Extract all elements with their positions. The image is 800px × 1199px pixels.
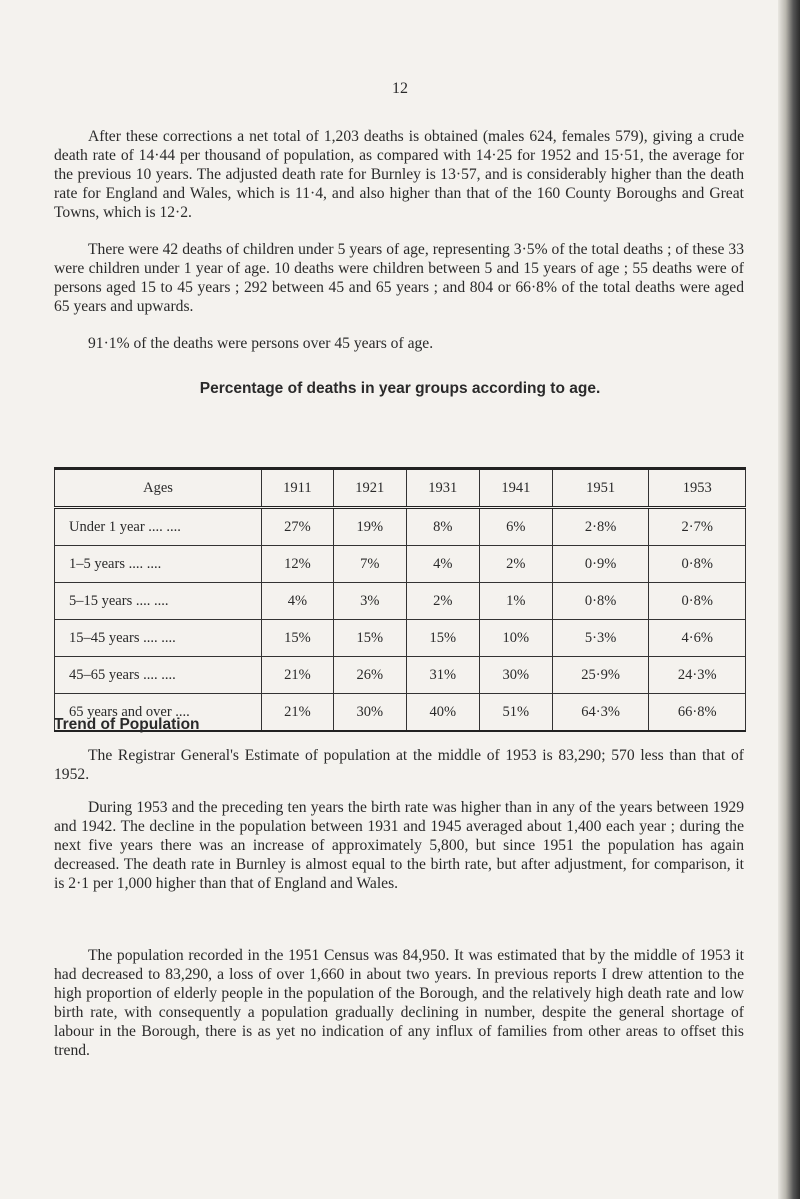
table-cell: 30% (333, 694, 406, 732)
table-cell: 2% (406, 583, 479, 620)
table-cell: 0·8% (649, 546, 746, 583)
table-cell: 12% (262, 546, 334, 583)
table-cell: 0·8% (649, 583, 746, 620)
table-cell: 1% (479, 583, 552, 620)
table-cell: 25·9% (552, 657, 649, 694)
age-group-deaths-table (54, 467, 746, 732)
table-row (55, 620, 746, 657)
table-cell: 26% (333, 657, 406, 694)
table-title: Percentage of deaths in year groups according to age. (199, 380, 601, 397)
table-cell: 0·9% (552, 546, 649, 583)
table-cell: 4% (406, 546, 479, 583)
table-cell: 19% (333, 508, 406, 546)
age-label: 45–65 years .... .... (55, 657, 262, 694)
header-1951: 1951 (552, 469, 649, 508)
paragraph-child-deaths: There were 42 deaths of children under 5 years of age, representing 3·5% of the total deaths ; of these 33 were children under 1 year of age. 10 deaths were children between 5 and 15 years of age ; 55 deaths were of persons aged 15 to 45 years ; 292 between 45 and 65 years ; and 804 or 66·8% of the total deaths were aged 65 years and upwards. (54, 241, 744, 315)
table-row (55, 546, 746, 583)
table-cell: 66·8% (649, 694, 746, 732)
age-label: 5–15 years .... .... (55, 583, 262, 620)
table-cell: 24·3% (649, 657, 746, 694)
page-number: 12 (392, 80, 408, 97)
table-cell: 6% (479, 508, 552, 546)
table-cell: 2% (479, 546, 552, 583)
header-1953: 1953 (649, 469, 746, 508)
header-ages: Ages (55, 469, 262, 508)
age-label: 65 years and over .... (55, 694, 262, 732)
table-cell: 31% (406, 657, 479, 694)
paragraph-registrar-estimate: The Registrar General's Estimate of population at the middle of 1953 is 83,290; 570 less than that of 1952. (54, 747, 744, 783)
table-cell: 5·3% (552, 620, 649, 657)
table-row (55, 583, 746, 620)
table-cell: 15% (262, 620, 334, 657)
table-cell: 2·7% (649, 508, 746, 546)
table-cell: 4% (262, 583, 334, 620)
page-binding-edge (778, 0, 800, 1199)
paragraph-birth-rate: During 1953 and the preceding ten years the birth rate was higher than in any of the years between 1929 and 1942. The decline in the population between 1931 and 1945 averaged about 1,400 each year ; during the next five years there was an increase of approximately 5,800, but since 1951 the population has again decreased. The death rate in Burnley is almost equal to the birth rate, but after adjustment, for comparison, it is 2·1 per 1,000 higher than that of England and Wales. (54, 799, 744, 892)
header-1911: 1911 (262, 469, 334, 508)
table-cell: 51% (479, 694, 552, 732)
table-cell: 8% (406, 508, 479, 546)
table-cell: 2·8% (552, 508, 649, 546)
table-cell: 30% (479, 657, 552, 694)
table-row (55, 508, 746, 546)
table-cell: 10% (479, 620, 552, 657)
table-cell: 4·6% (649, 620, 746, 657)
header-1941: 1941 (479, 469, 552, 508)
table-cell: 15% (406, 620, 479, 657)
header-1931: 1931 (406, 469, 479, 508)
section-heading-trend-of-population: Trend of Population (54, 716, 200, 733)
table-cell: 40% (406, 694, 479, 732)
paragraph-over-45: 91·1% of the deaths were persons over 45 years of age. (88, 335, 434, 352)
header-1921: 1921 (333, 469, 406, 508)
age-label: 1–5 years .... .... (55, 546, 262, 583)
paragraph-census: The population recorded in the 1951 Census was 84,950. It was estimated that by the middle of 1953 it had decreased to 83,290, a loss of over 1,660 in about two years. In previous reports I drew attention to the high proportion of elderly people in the population of the Borough, and the relatively high death rate and low birth rate, with consequently a population gradually declining in number, despite the general shortage of labour in the Borough, there is as yet no indication of any influx of families from other areas to offset this trend. (54, 947, 744, 1059)
table-cell: 3% (333, 583, 406, 620)
table-cell: 21% (262, 657, 334, 694)
age-label: Under 1 year .... .... (55, 508, 262, 546)
table-cell: 64·3% (552, 694, 649, 732)
table-cell: 15% (333, 620, 406, 657)
table-cell: 0·8% (552, 583, 649, 620)
table-row (55, 657, 746, 694)
age-label: 15–45 years .... .... (55, 620, 262, 657)
table-cell: 27% (262, 508, 334, 546)
table-cell: 7% (333, 546, 406, 583)
table-header-row (55, 469, 746, 508)
paragraph-death-rate: After these corrections a net total of 1,203 deaths is obtained (males 624, females 579), giving a crude death rate of 14·44 per thousand of population, as compared with 14·25 for 1952 and 15·51, the average for the previous 10 years. The adjusted death rate for Burnley is 13·57, and is considerably higher than the death rate for England and Wales, which is 11·4, and also higher than that of the 160 County Boroughs and Great Towns, which is 12·2. (54, 128, 744, 221)
table-cell: 21% (262, 694, 334, 732)
